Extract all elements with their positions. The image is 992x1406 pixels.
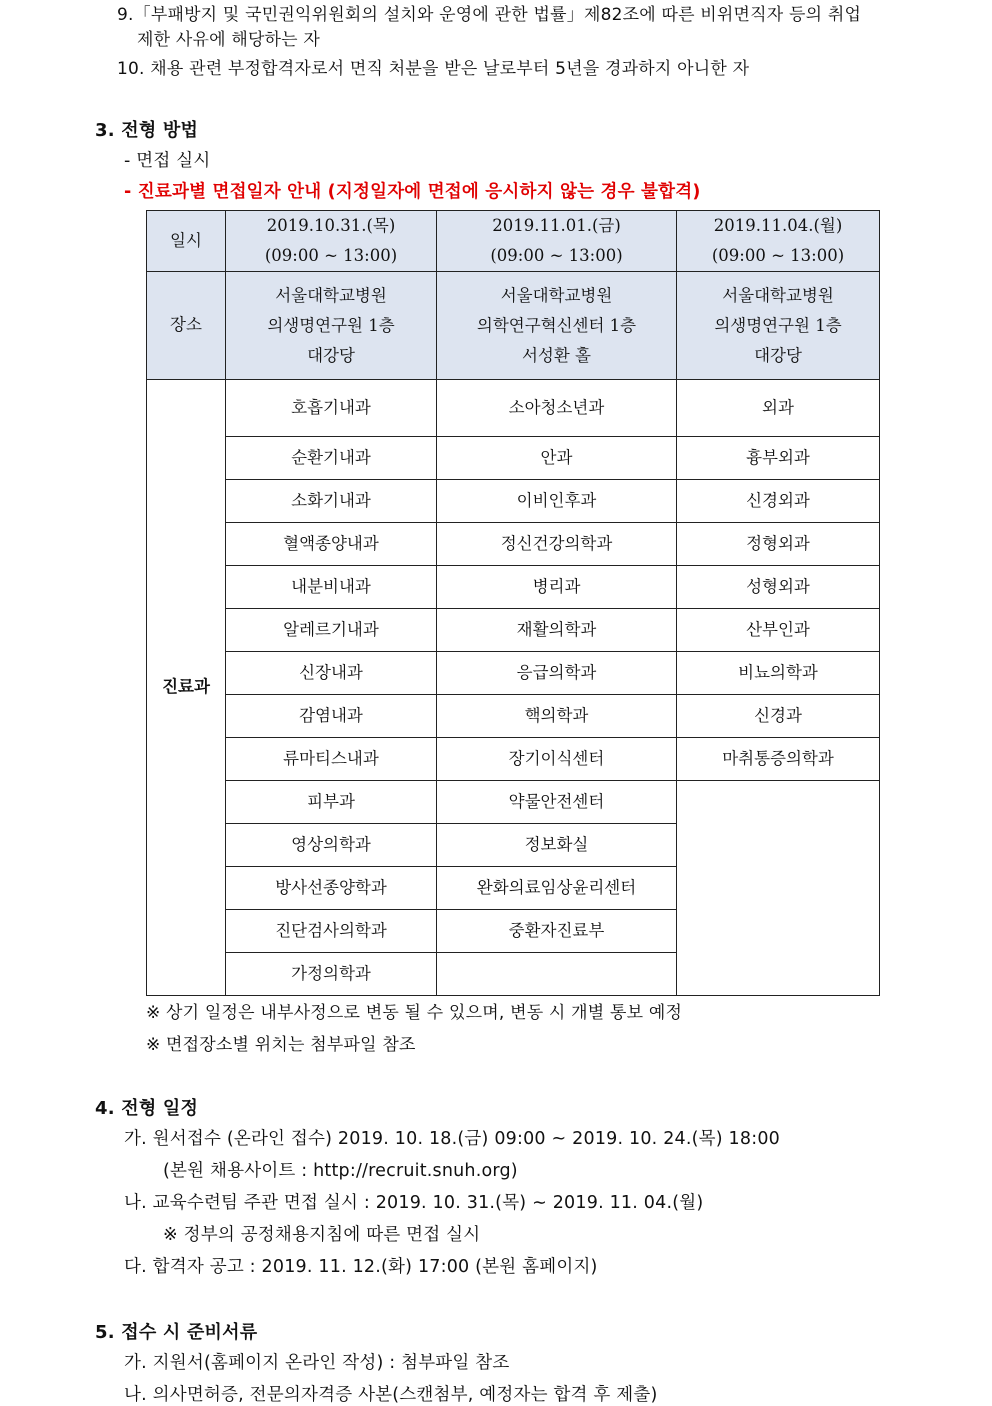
table-row [147, 738, 880, 781]
dept-cell: 영상의학과 [226, 824, 437, 867]
dept-cell: 약물안전센터 [437, 781, 677, 824]
dept-cell [437, 953, 677, 996]
dept-label-cell: 진료과 [147, 380, 226, 996]
section-3-item-1: - 면접 실시 [124, 151, 211, 171]
section-4-item-b-sub: ※ 정부의 공정채용지침에 따른 면접 실시 [163, 1225, 481, 1245]
dept-cell: 방사선종양학과 [226, 867, 437, 910]
section-3-title: 3. 전형 방법 [95, 120, 199, 141]
dept-cell: 정형외과 [677, 523, 880, 566]
dept-cell: 정신건강의학과 [437, 523, 677, 566]
section-5-item-b: 나. 의사면허증, 전문의자격증 사본(스캔첨부, 예정자는 합격 후 제출) [124, 1385, 658, 1405]
date-row [147, 211, 880, 272]
section-4-title: 4. 전형 일정 [95, 1098, 199, 1119]
table-row [147, 609, 880, 652]
section-5-item-a: 가. 지원서(홈페이지 온라인 작성) : 첨부파일 참조 [124, 1353, 510, 1373]
section-4-item-c: 다. 합격자 공고 : 2019. 11. 12.(화) 17:00 (본원 홈페이지) [124, 1257, 598, 1277]
dept-cell: 순환기내과 [226, 437, 437, 480]
place-label-cell: 장소 [147, 272, 226, 380]
table-row [147, 380, 880, 437]
dept-cell: 호흡기내과 [226, 380, 437, 437]
section-3-item-2 [124, 178, 701, 203]
dept-cell: 성형외과 [677, 566, 880, 609]
section-5-title: 5. 접수 시 준비서류 [95, 1322, 258, 1343]
dept-cell: 완화의료임상윤리센터 [437, 867, 677, 910]
place-cell: 서울대학교병원 의생명연구원 1층 대강당 [677, 272, 880, 380]
dept-cell: 장기이식센터 [437, 738, 677, 781]
date-cell: 2019.10.31.(목) (09:00 ~ 13:00) [226, 211, 437, 272]
place-row [147, 272, 880, 380]
date-label-cell: 일시 [147, 211, 226, 272]
dept-cell: 류마티스내과 [226, 738, 437, 781]
note-location: ※ 면접장소별 위치는 첨부파일 참조 [146, 1035, 416, 1055]
date-cell: 2019.11.04.(월) (09:00 ~ 13:00) [677, 211, 880, 272]
date-cell: 2019.11.01.(금) (09:00 ~ 13:00) [437, 211, 677, 272]
dept-cell: 진단검사의학과 [226, 910, 437, 953]
eligibility-item-10: 10. 채용 관련 부정합격자로서 면직 처분을 받은 날로부터 5년을 경과하지 아니한 자 [117, 59, 750, 79]
table-row [147, 781, 880, 824]
dept-cell: 비뇨의학과 [677, 652, 880, 695]
dept-cell: 응급의학과 [437, 652, 677, 695]
table-row [147, 437, 880, 480]
dept-cell: 안과 [437, 437, 677, 480]
table-row [147, 652, 880, 695]
eligibility-item-9: 9.「부패방지 및 국민권익위원회의 설치와 운영에 관한 법률」제82조에 따른 비위면직자 등의 취업 [117, 5, 862, 25]
dept-cell: 재활의학과 [437, 609, 677, 652]
empty-cell [677, 781, 880, 996]
dept-cell: 소아청소년과 [437, 380, 677, 437]
dept-cell: 감염내과 [226, 695, 437, 738]
dept-cell: 산부인과 [677, 609, 880, 652]
table-row [147, 480, 880, 523]
dept-cell: 외과 [677, 380, 880, 437]
section-4-item-b: 나. 교육수련팀 주관 면접 실시 : 2019. 10. 31.(목) ∼ 2019. 11. 04.(월) [124, 1193, 704, 1213]
dept-cell: 병리과 [437, 566, 677, 609]
section-4-item-a: 가. 원서접수 (온라인 접수) 2019. 10. 18.(금) 09:00 ~ 2019. 10. 24.(목) 18:00 [124, 1129, 780, 1149]
dept-cell: 신경외과 [677, 480, 880, 523]
dept-cell: 소화기내과 [226, 480, 437, 523]
dept-cell: 마취통증의학과 [677, 738, 880, 781]
place-cell: 서울대학교병원 의생명연구원 1층 대강당 [226, 272, 437, 380]
table-row [147, 566, 880, 609]
dept-cell: 알레르기내과 [226, 609, 437, 652]
place-cell: 서울대학교병원 의학연구혁신센터 1층 서성환 홀 [437, 272, 677, 380]
section-3-item-2-text: - 진료과별 면접일자 안내 (지정일자에 면접에 응시하지 않는 경우 불합격) [124, 182, 701, 202]
dept-cell: 가정의학과 [226, 953, 437, 996]
dept-cell: 흉부외과 [677, 437, 880, 480]
dept-cell: 중환자진료부 [437, 910, 677, 953]
dept-cell: 이비인후과 [437, 480, 677, 523]
section-4-item-a-sub: (본원 채용사이트 : http://recruit.snuh.org) [163, 1161, 518, 1181]
dept-cell: 정보화실 [437, 824, 677, 867]
table-row [147, 695, 880, 738]
dept-cell: 핵의학과 [437, 695, 677, 738]
dept-cell: 내분비내과 [226, 566, 437, 609]
table-row [147, 523, 880, 566]
dept-cell: 피부과 [226, 781, 437, 824]
eligibility-item-9-cont: 제한 사유에 해당하는 자 [137, 30, 321, 50]
dept-cell: 혈액종양내과 [226, 523, 437, 566]
dept-cell: 신장내과 [226, 652, 437, 695]
interview-schedule-table [146, 210, 880, 996]
dept-cell: 신경과 [677, 695, 880, 738]
note-schedule-change: ※ 상기 일정은 내부사정으로 변동 될 수 있으며, 변동 시 개별 통보 예정 [146, 1003, 683, 1023]
